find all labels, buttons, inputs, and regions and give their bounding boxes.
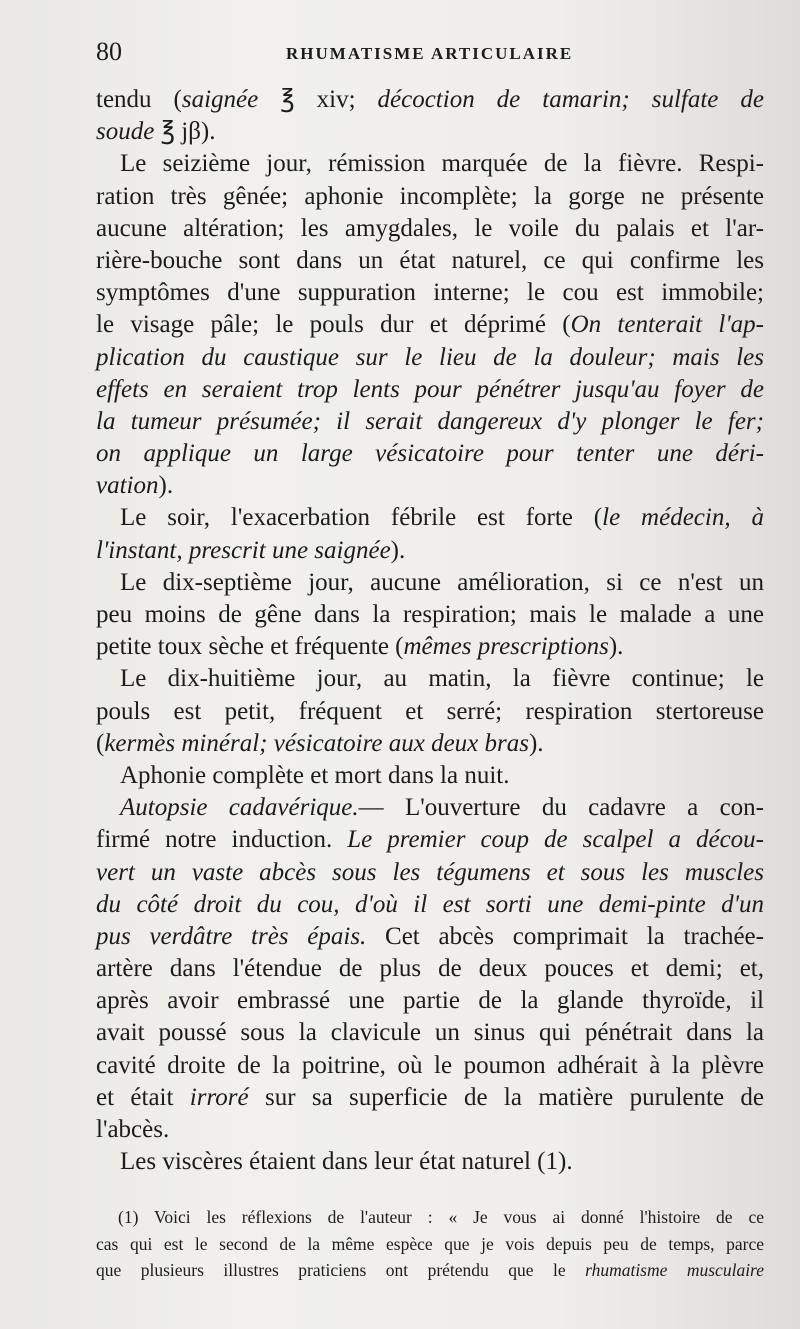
text-run: Aphonie complète et mort dans la nuit. xyxy=(120,761,510,789)
text-line xyxy=(96,438,764,470)
text-run: Le seizième jour, rémission marquée de la fièvre. Respi- xyxy=(120,150,764,178)
text-run: Le soir, l'exacerbation fébrile est forte ( xyxy=(120,504,603,532)
italic-text: l'instant, prescrit une saignée xyxy=(96,536,391,564)
text-run: ℥ xiv; xyxy=(258,86,378,113)
italic-text: pus verdâtre très épais. xyxy=(96,922,367,950)
text-run: symptômes d'une suppuration interne; le cou est immobile; xyxy=(96,279,764,307)
text-line xyxy=(96,502,764,534)
text-run: Cet abcès comprimait la trachée- xyxy=(366,922,764,950)
text-run: artère dans l'étendue de plus de deux pouces et demi; et, xyxy=(96,955,764,983)
text-run: ( xyxy=(96,729,105,757)
italic-text: Le premier coup de scalpel a décou- xyxy=(347,826,764,854)
text-run: le visage pâle; le pouls dur et déprimé ( xyxy=(96,311,571,339)
text-run: aucune altération; les amygdales, le voile du palais et l'ar- xyxy=(96,214,764,242)
text-line xyxy=(96,1017,764,1049)
text-run: ). xyxy=(608,633,624,661)
italic-text: vation xyxy=(96,472,159,500)
text-run: ). xyxy=(528,729,544,757)
text-run: petite toux sèche et fréquente ( xyxy=(96,633,404,661)
text-line xyxy=(96,470,764,502)
text-run: ). xyxy=(390,536,406,564)
text-line xyxy=(96,181,764,213)
italic-text: rhumatisme musculaire xyxy=(585,1260,764,1280)
text-line xyxy=(96,728,764,760)
text-line xyxy=(96,631,764,663)
text-line xyxy=(96,1082,764,1114)
italic-text: la tumeur présumée; il serait dangereux d'y plonger le fer; xyxy=(96,407,764,435)
body-text xyxy=(96,84,764,1178)
text-line xyxy=(96,148,764,180)
text-run: tendu ( xyxy=(96,86,182,113)
text-run: ration très gênée; aphonie incomplète; la gorge ne présente xyxy=(96,182,764,210)
text-line xyxy=(96,406,764,438)
text-line xyxy=(96,116,764,148)
text-run: pouls est petit, fréquent et serré; respiration stertoreuse xyxy=(96,697,764,725)
italic-text: soude xyxy=(96,118,155,146)
text-line xyxy=(96,213,764,245)
text-line xyxy=(96,535,764,567)
text-run: firmé notre induction. xyxy=(96,826,348,854)
text-run: cas qui est le second de la même espèce que je vois depuis peu de temps, parce xyxy=(96,1233,764,1254)
page-number: 80 xyxy=(96,37,122,66)
italic-text: le médecin, à xyxy=(602,504,764,532)
text-line xyxy=(96,760,764,792)
text-line xyxy=(96,342,764,374)
text-line xyxy=(96,857,764,889)
italic-text: mêmes prescriptions xyxy=(403,633,609,661)
page-header xyxy=(96,36,764,68)
text-line xyxy=(96,663,764,695)
text-line xyxy=(96,277,764,309)
text-line xyxy=(96,1146,764,1178)
text-line xyxy=(96,953,764,985)
text-line xyxy=(96,921,764,953)
italic-text: du côté droit du cou, d'où il est sorti une demi-pinte d'un xyxy=(96,890,764,918)
italic-text: Autopsie cadavérique. xyxy=(120,794,359,822)
text-run: ℥ jβ). xyxy=(154,118,216,146)
text-run: l'abcès. xyxy=(96,1116,170,1143)
italic-text: on applique un large vésicatoire pour tenter une déri- xyxy=(96,440,764,468)
text-line xyxy=(96,374,764,406)
text-run: (1) Voici les réflexions de l'auteur : « Je vous ai donné l'histoire de ce xyxy=(118,1207,764,1227)
text-line xyxy=(96,309,764,341)
italic-text: décoction de tamarin; sulfate de xyxy=(377,86,764,113)
text-run: rière-bouche sont dans un état naturel, ce qui confirme les xyxy=(96,246,764,274)
text-run: cavité droite de la poitrine, où le poumon adhérait à la plèvre xyxy=(96,1051,764,1079)
footnote xyxy=(96,1204,764,1284)
running-title: RHUMATISME ARTICULAIRE xyxy=(286,44,574,63)
text-run: sur sa superficie de la matière purulente de xyxy=(248,1083,764,1111)
text-line xyxy=(96,599,764,631)
text-line xyxy=(96,84,764,116)
text-line xyxy=(96,792,764,824)
text-run: peu moins de gêne dans la respiration; mais le malade a une xyxy=(96,601,764,628)
text-run: Le dix-huitième jour, au matin, la fièvre continue; le xyxy=(120,665,764,693)
text-line xyxy=(96,567,764,599)
footnote-line xyxy=(96,1204,764,1231)
text-line xyxy=(96,985,764,1017)
text-line xyxy=(96,1114,764,1146)
text-line xyxy=(96,245,764,277)
text-run: et était xyxy=(96,1083,190,1111)
text-run: Le dix-septième jour, aucune amélioration, si ce n'est un xyxy=(120,568,764,596)
text-run: ). xyxy=(158,472,174,500)
italic-text: effets en seraient trop lents pour pénétrer jusqu'au foyer de xyxy=(96,375,764,403)
italic-text: saignée xyxy=(181,86,259,113)
text-run: avait poussé sous la clavicule un sinus qui pénétrait dans la xyxy=(96,1019,764,1047)
footnote-line xyxy=(96,1231,764,1258)
text-run: Les viscères étaient dans leur état naturel (1). xyxy=(120,1148,573,1176)
text-line xyxy=(96,889,764,921)
italic-text: On tenterait l'ap- xyxy=(570,311,764,339)
text-line xyxy=(96,696,764,728)
footnote-line xyxy=(96,1257,764,1284)
text-run: que plusieurs illustres praticiens ont prétendu que le xyxy=(96,1260,586,1280)
italic-text: vert un vaste abcès sous les tégumens et sous les muscles xyxy=(96,858,764,886)
italic-text: kermès minéral; vésicatoire aux deux bras xyxy=(104,729,529,757)
text-run: — L'ouverture du cadavre a con- xyxy=(358,794,764,822)
italic-text: plication du caustique sur le lieu de la douleur; mais les xyxy=(96,343,764,371)
text-run: après avoir embrassé une partie de la glande thyroïde, il xyxy=(96,987,764,1015)
italic-text: irroré xyxy=(189,1083,249,1111)
text-line xyxy=(96,824,764,856)
text-line xyxy=(96,1050,764,1082)
